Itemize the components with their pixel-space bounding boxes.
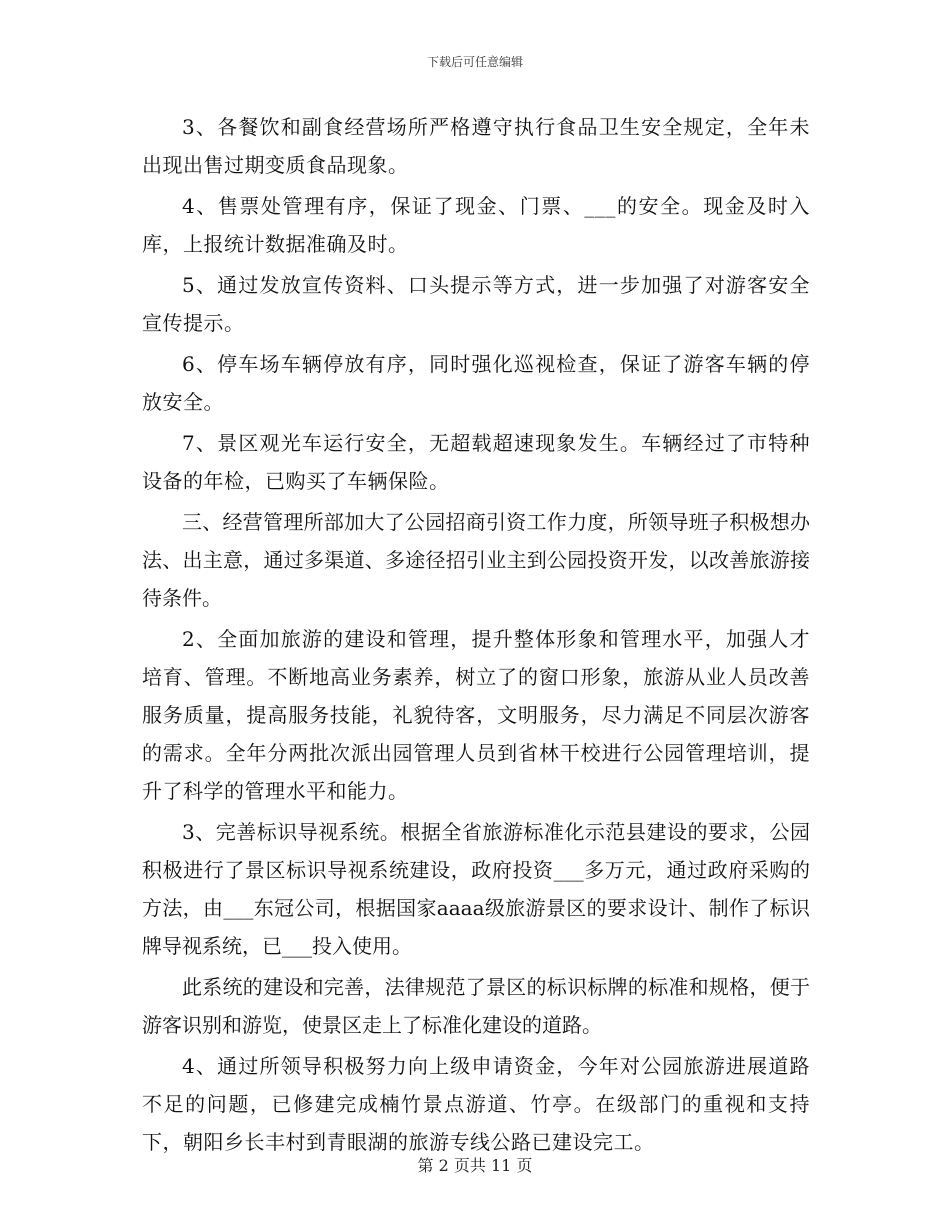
page-header: 下载后可任意编辑 xyxy=(426,55,523,69)
paragraph-system-benefit: 此系统的建设和完善，法律规范了景区的标识标牌的标准和规格，便于游客识别和游览，使景区走上了标准化建设的道路。 xyxy=(142,975,810,1037)
paragraph-investment: 三、经营管理所部加大了公园招商引资工作力度，所领导班子积极想办法、出主意，通过多渠道、多途径招引业主到公园投资开发，以改善旅游接待条件。 xyxy=(142,510,810,610)
paragraph-safety-publicity: 5、通过发放宣传资料、口头提示等方式，进一步加强了对游客安全宣传提示。 xyxy=(142,273,810,335)
paragraph-management: 2、全面加旅游的建设和管理，提升整体形象和管理水平，加强人才培育、管理。不断地高业务素养，树立了的窗口形象，旅游从业人员改善服务质量，提高服务技能，礼貌待客，文明服务，尽力满足不同层次游客的需求。全年分两批次派出园管理人员到省林干校进行公园管理培训，提升了科学的管理水平和能力。 xyxy=(142,627,810,803)
page-number: 第 2 页共 11 页 xyxy=(417,1156,533,1175)
paragraph-parking: 6、停车场车辆停放有序，同时强化巡视检查，保证了游客车辆的停放安全。 xyxy=(142,352,810,414)
paragraph-sightseeing-car: 7、景区观光车运行安全，无超载超速现象发生。车辆经过了市特种设备的年检，已购买了车辆保险。 xyxy=(142,431,810,493)
paragraph-signage-system: 3、完善标识导视系统。根据全省旅游标准化示范县建设的要求，公园积极进行了景区标识导视系统建设，政府投资___多万元，通过政府采购的方法，由___东冠公司，根据国家aaaa级旅游景区的要求设计、制作了标识牌导视系统，已___投入使用。 xyxy=(142,820,810,958)
paragraph-food-safety: 3、各餐饮和副食经营场所严格遵守执行食品卫生安全规定，全年未出现出售过期变质食品现象。 xyxy=(142,115,810,177)
paragraph-road-construction: 4、通过所领导积极努力向上级申请资金，今年对公园旅游进展道路不足的问题，已修建完成楠竹景点游道、竹亭。在级部门的重视和支持下，朝阳乡长丰村到青眼湖的旅游专线公路已建设完工。 xyxy=(142,1054,810,1154)
paragraph-ticket-office: 4、售票处管理有序，保证了现金、门票、___的安全。现金及时入库，上报统计数据准确及时。 xyxy=(142,194,810,256)
document-body xyxy=(142,108,810,1164)
